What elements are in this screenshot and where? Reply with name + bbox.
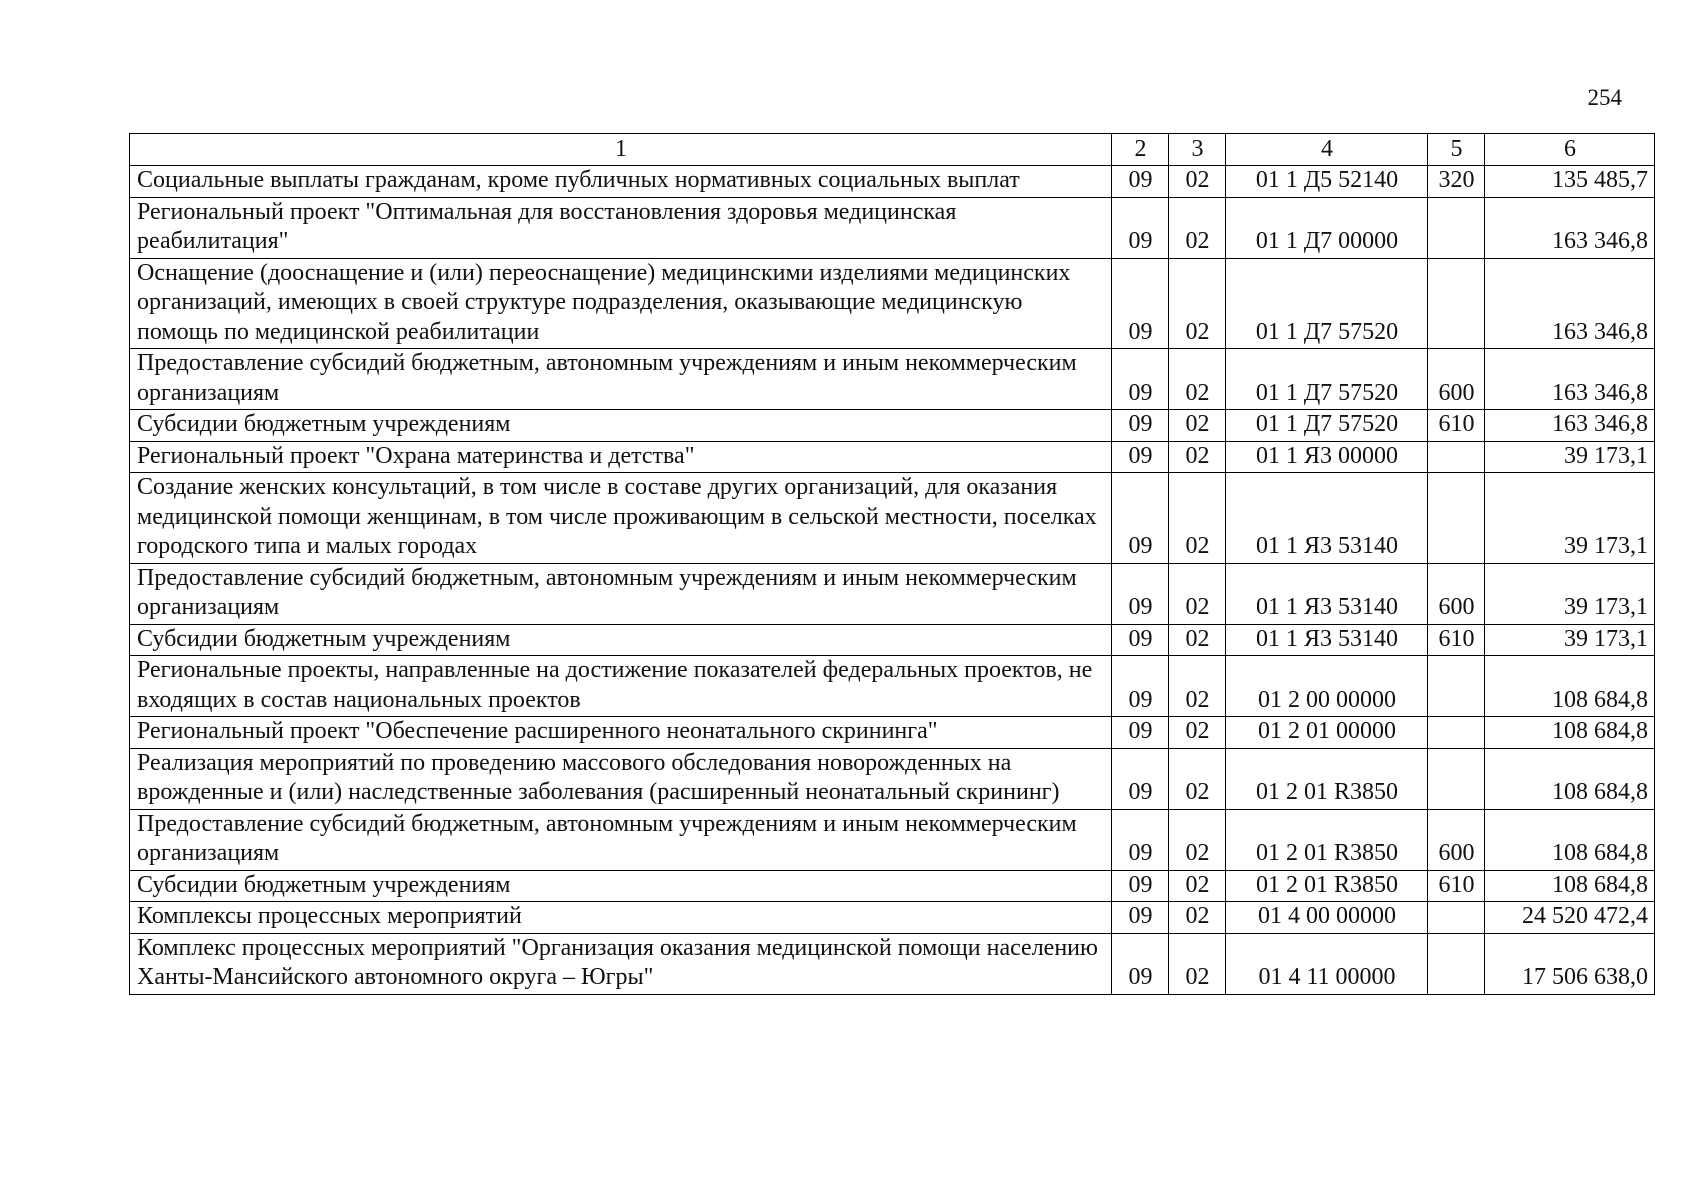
header-cell-expense-type: 5 — [1428, 134, 1485, 166]
cell-target-code: 01 1 Д7 57520 — [1226, 258, 1428, 349]
cell-expense-type — [1428, 197, 1485, 258]
cell-amount: 163 346,8 — [1485, 410, 1655, 442]
cell-amount: 39 173,1 — [1485, 441, 1655, 473]
cell-section: 09 — [1112, 410, 1169, 442]
cell-amount: 108 684,8 — [1485, 717, 1655, 749]
cell-subsection: 02 — [1169, 902, 1226, 934]
cell-name: Комплекс процессных мероприятий "Организация оказания медицинской помощи населению Ханты-Мансийского автономного округа – Югры" — [130, 933, 1112, 994]
table-row — [130, 902, 1655, 934]
cell-subsection: 02 — [1169, 410, 1226, 442]
cell-name: Региональные проекты, направленные на достижение показателей федеральных проектов, не входящих в состав национальных проектов — [130, 656, 1112, 717]
cell-section: 09 — [1112, 717, 1169, 749]
budget-table — [129, 133, 1655, 995]
cell-name: Создание женских консультаций, в том числе в составе других организаций, для оказания медицинской помощи женщинам, в том числе проживающим в сельской местности, поселках городского типа и малых городах — [130, 473, 1112, 564]
table-row — [130, 933, 1655, 994]
cell-subsection: 02 — [1169, 933, 1226, 994]
cell-section: 09 — [1112, 441, 1169, 473]
cell-expense-type: 600 — [1428, 563, 1485, 624]
cell-name: Социальные выплаты гражданам, кроме публичных нормативных социальных выплат — [130, 166, 1112, 198]
cell-name: Субсидии бюджетным учреждениям — [130, 624, 1112, 656]
table-row — [130, 624, 1655, 656]
header-cell-subsection: 3 — [1169, 134, 1226, 166]
cell-target-code: 01 2 00 00000 — [1226, 656, 1428, 717]
table-row — [130, 656, 1655, 717]
cell-amount: 163 346,8 — [1485, 197, 1655, 258]
cell-expense-type — [1428, 902, 1485, 934]
cell-amount: 163 346,8 — [1485, 258, 1655, 349]
cell-target-code: 01 1 Я3 00000 — [1226, 441, 1428, 473]
cell-section: 09 — [1112, 748, 1169, 809]
table-row — [130, 441, 1655, 473]
cell-section: 09 — [1112, 258, 1169, 349]
cell-amount: 24 520 472,4 — [1485, 902, 1655, 934]
cell-name: Региональный проект "Обеспечение расширенного неонатального скрининга" — [130, 717, 1112, 749]
cell-expense-type — [1428, 473, 1485, 564]
cell-expense-type — [1428, 441, 1485, 473]
cell-subsection: 02 — [1169, 197, 1226, 258]
table-row — [130, 166, 1655, 198]
cell-subsection: 02 — [1169, 717, 1226, 749]
cell-amount: 17 506 638,0 — [1485, 933, 1655, 994]
cell-name: Оснащение (дооснащение и (или) переоснащение) медицинскими изделиями медицинских организаций, имеющих в своей структуре подразделения, оказывающие медицинскую помощь по медицинской реабилитации — [130, 258, 1112, 349]
cell-section: 09 — [1112, 349, 1169, 410]
header-cell-target-code: 4 — [1226, 134, 1428, 166]
table-body — [130, 166, 1655, 995]
cell-section: 09 — [1112, 902, 1169, 934]
header-row — [130, 134, 1655, 166]
cell-target-code: 01 1 Я3 53140 — [1226, 563, 1428, 624]
cell-target-code: 01 4 00 00000 — [1226, 902, 1428, 934]
cell-target-code: 01 2 01 00000 — [1226, 717, 1428, 749]
cell-name: Комплексы процессных мероприятий — [130, 902, 1112, 934]
cell-expense-type: 320 — [1428, 166, 1485, 198]
cell-section: 09 — [1112, 166, 1169, 198]
cell-subsection: 02 — [1169, 748, 1226, 809]
cell-name: Предоставление субсидий бюджетным, автономным учреждениям и иным некоммерческим организациям — [130, 809, 1112, 870]
cell-target-code: 01 1 Я3 53140 — [1226, 473, 1428, 564]
cell-amount: 39 173,1 — [1485, 624, 1655, 656]
cell-target-code: 01 1 Д7 00000 — [1226, 197, 1428, 258]
cell-section: 09 — [1112, 197, 1169, 258]
cell-subsection: 02 — [1169, 258, 1226, 349]
cell-target-code: 01 1 Я3 53140 — [1226, 624, 1428, 656]
cell-name: Реализация мероприятий по проведению массового обследования новорожденных на врожденные и (или) наследственные заболевания (расширенный неонатальный скрининг) — [130, 748, 1112, 809]
cell-section: 09 — [1112, 809, 1169, 870]
cell-subsection: 02 — [1169, 656, 1226, 717]
cell-subsection: 02 — [1169, 441, 1226, 473]
cell-amount: 135 485,7 — [1485, 166, 1655, 198]
cell-name: Субсидии бюджетным учреждениям — [130, 410, 1112, 442]
cell-subsection: 02 — [1169, 870, 1226, 902]
cell-name: Предоставление субсидий бюджетным, автономным учреждениям и иным некоммерческим организациям — [130, 349, 1112, 410]
cell-amount: 108 684,8 — [1485, 748, 1655, 809]
cell-section: 09 — [1112, 656, 1169, 717]
table-row — [130, 809, 1655, 870]
table-row — [130, 349, 1655, 410]
cell-expense-type — [1428, 748, 1485, 809]
cell-expense-type — [1428, 933, 1485, 994]
cell-expense-type: 610 — [1428, 870, 1485, 902]
cell-name: Региональный проект "Охрана материнства и детства" — [130, 441, 1112, 473]
cell-amount: 163 346,8 — [1485, 349, 1655, 410]
table-row — [130, 563, 1655, 624]
cell-expense-type: 600 — [1428, 349, 1485, 410]
table-row — [130, 870, 1655, 902]
table-row — [130, 748, 1655, 809]
cell-target-code: 01 4 11 00000 — [1226, 933, 1428, 994]
cell-amount: 39 173,1 — [1485, 563, 1655, 624]
table-row — [130, 258, 1655, 349]
cell-section: 09 — [1112, 624, 1169, 656]
cell-subsection: 02 — [1169, 809, 1226, 870]
header-cell-name: 1 — [130, 134, 1112, 166]
cell-amount: 108 684,8 — [1485, 656, 1655, 717]
cell-target-code: 01 2 01 R3850 — [1226, 809, 1428, 870]
table-row — [130, 410, 1655, 442]
cell-target-code: 01 2 01 R3850 — [1226, 748, 1428, 809]
table-row — [130, 473, 1655, 564]
cell-expense-type: 610 — [1428, 624, 1485, 656]
cell-amount: 39 173,1 — [1485, 473, 1655, 564]
cell-amount: 108 684,8 — [1485, 870, 1655, 902]
cell-expense-type: 600 — [1428, 809, 1485, 870]
table-row — [130, 717, 1655, 749]
page-number: 254 — [1587, 85, 1622, 110]
header-cell-amount: 6 — [1485, 134, 1655, 166]
cell-section: 09 — [1112, 933, 1169, 994]
header-cell-section: 2 — [1112, 134, 1169, 166]
cell-target-code: 01 1 Д7 57520 — [1226, 349, 1428, 410]
cell-target-code: 01 1 Д7 57520 — [1226, 410, 1428, 442]
cell-subsection: 02 — [1169, 349, 1226, 410]
cell-expense-type — [1428, 258, 1485, 349]
cell-subsection: 02 — [1169, 473, 1226, 564]
cell-section: 09 — [1112, 473, 1169, 564]
cell-subsection: 02 — [1169, 624, 1226, 656]
cell-amount: 108 684,8 — [1485, 809, 1655, 870]
cell-expense-type: 610 — [1428, 410, 1485, 442]
table-row — [130, 197, 1655, 258]
cell-subsection: 02 — [1169, 563, 1226, 624]
cell-target-code: 01 1 Д5 52140 — [1226, 166, 1428, 198]
cell-section: 09 — [1112, 870, 1169, 902]
cell-name: Субсидии бюджетным учреждениям — [130, 870, 1112, 902]
cell-name: Предоставление субсидий бюджетным, автономным учреждениям и иным некоммерческим организациям — [130, 563, 1112, 624]
cell-target-code: 01 2 01 R3850 — [1226, 870, 1428, 902]
cell-section: 09 — [1112, 563, 1169, 624]
cell-expense-type — [1428, 656, 1485, 717]
cell-expense-type — [1428, 717, 1485, 749]
cell-subsection: 02 — [1169, 166, 1226, 198]
cell-name: Региональный проект "Оптимальная для восстановления здоровья медицинская реабилитация" — [130, 197, 1112, 258]
